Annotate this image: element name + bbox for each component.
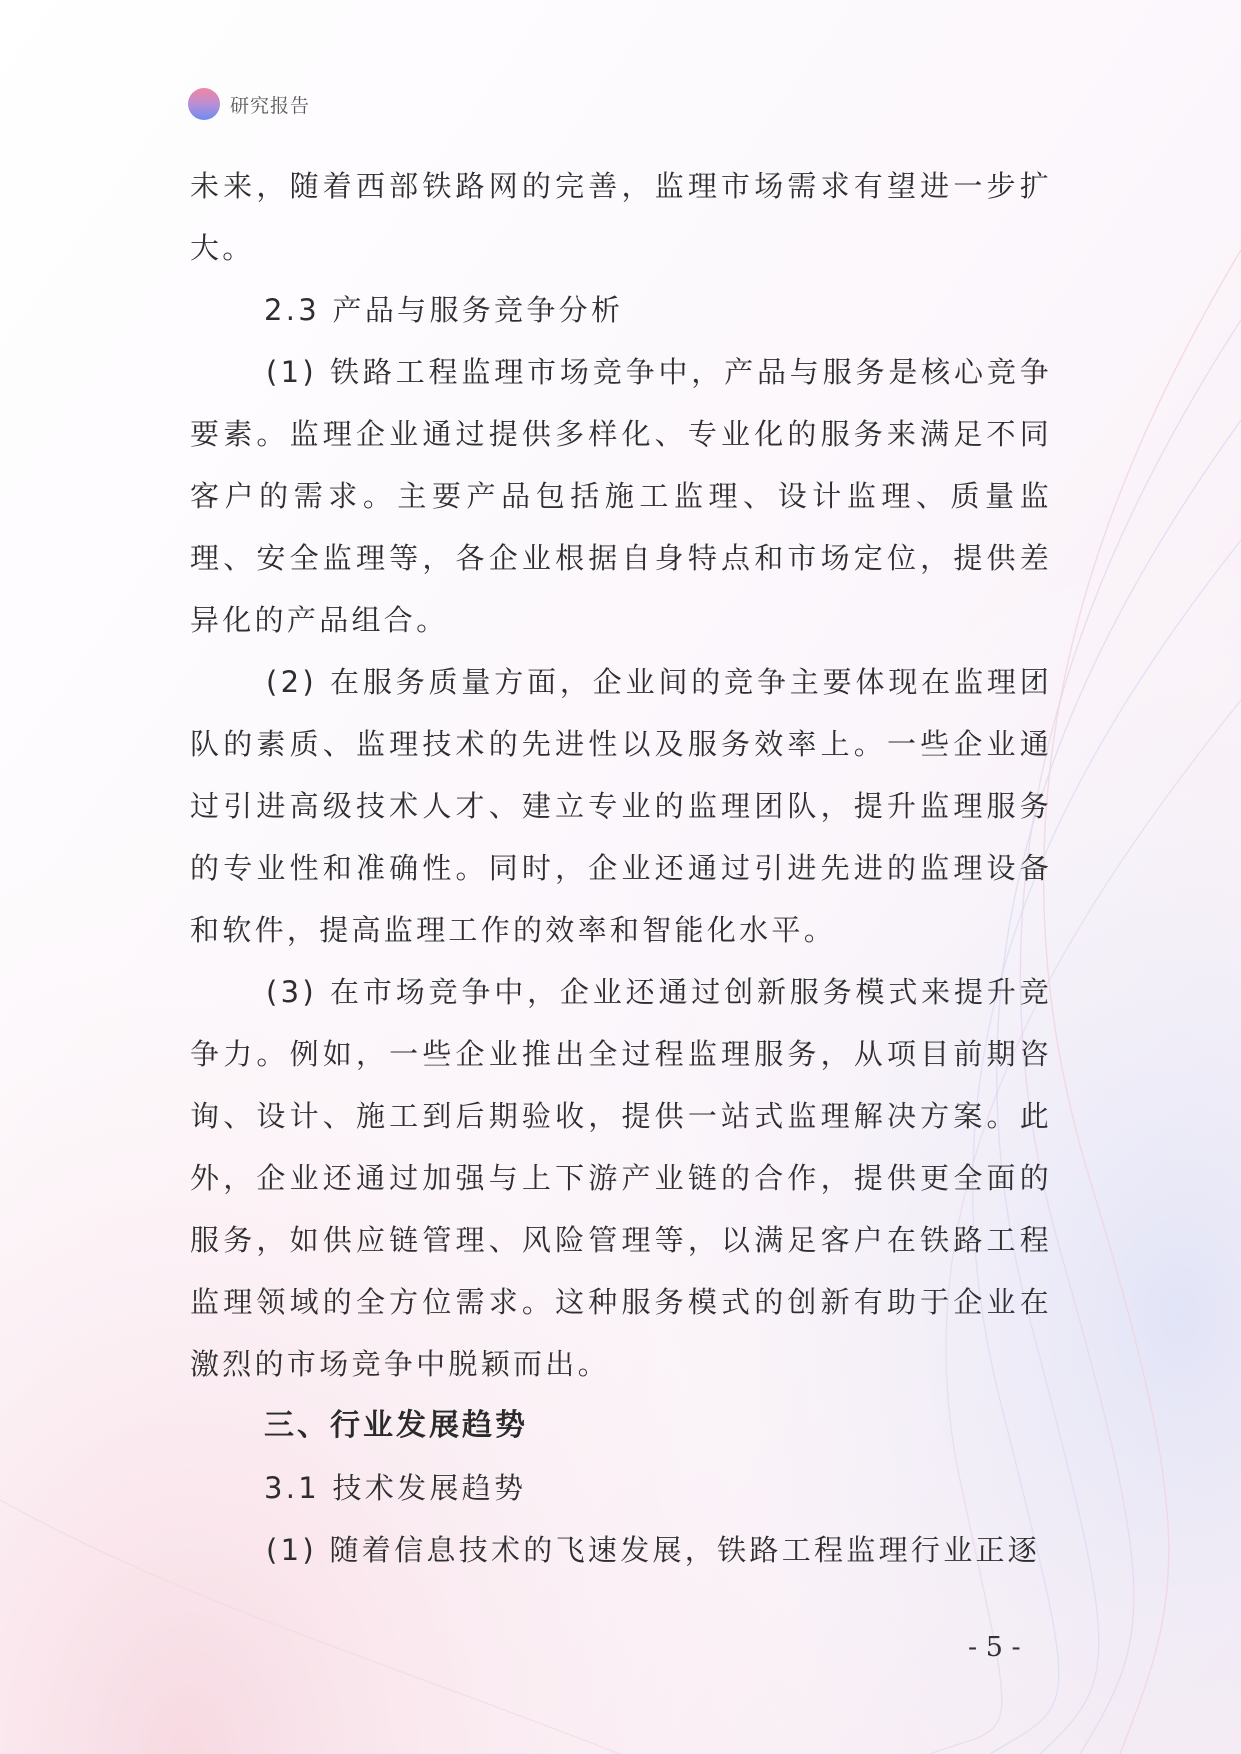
gradient-circle-logo-icon bbox=[188, 88, 220, 120]
chapter-heading-3: 三、行业发展趋势 bbox=[264, 1408, 528, 1443]
paragraph-4: (1) 随着信息技术的飞速发展，铁路工程监理行业正逐 bbox=[266, 1533, 1041, 1567]
paragraph-3: (3) 在市场竞争中，企业还通过创新服务模式来提升竞争力。例如，一些企业推出全过程监理服务，从项目前期咨询、设计、施工到后期验收，提供一站式监理解决方案。此外，企业还通过加强与上下游产业链的合作，提供更全面的服务，如供应链管理、风险管理等，以满足客户在铁路工程监理领域的全方位需求。这种服务模式的创新有助于企业在激烈的市场竞争中脱颖而出。 bbox=[190, 975, 1052, 1381]
paragraph-intro: 未来，随着西部铁路网的完善，监理市场需求有望进一步扩大。 bbox=[190, 169, 1052, 265]
header-title: 研究报告 bbox=[230, 94, 311, 117]
section-heading-2-3: 2.3 产品与服务竞争分析 bbox=[264, 293, 624, 327]
paragraph-2: (2) 在服务质量方面，企业间的竞争主要体现在监理团队的素质、监理技术的先进性以及服务效率上。一些企业通过引进高级技术人才、建立专业的监理团队，提升监理服务的专业性和准确性。同时，企业还通过引进先进的监理设备和软件，提高监理工作的效率和智能化水平。 bbox=[190, 665, 1052, 947]
report-header bbox=[188, 88, 310, 120]
paragraph-1: (1) 铁路工程监理市场竞争中，产品与服务是核心竞争要素。监理企业通过提供多样化、专业化的服务来满足不同客户的需求。主要产品包括施工监理、设计监理、质量监理、安全监理等，各企业根据自身特点和市场定位，提供差异化的产品组合。 bbox=[190, 355, 1052, 637]
document-body bbox=[190, 155, 1052, 1581]
section-heading-3-1: 3.1 技术发展趋势 bbox=[264, 1471, 527, 1505]
page-number: - 5 - bbox=[968, 1632, 1021, 1663]
